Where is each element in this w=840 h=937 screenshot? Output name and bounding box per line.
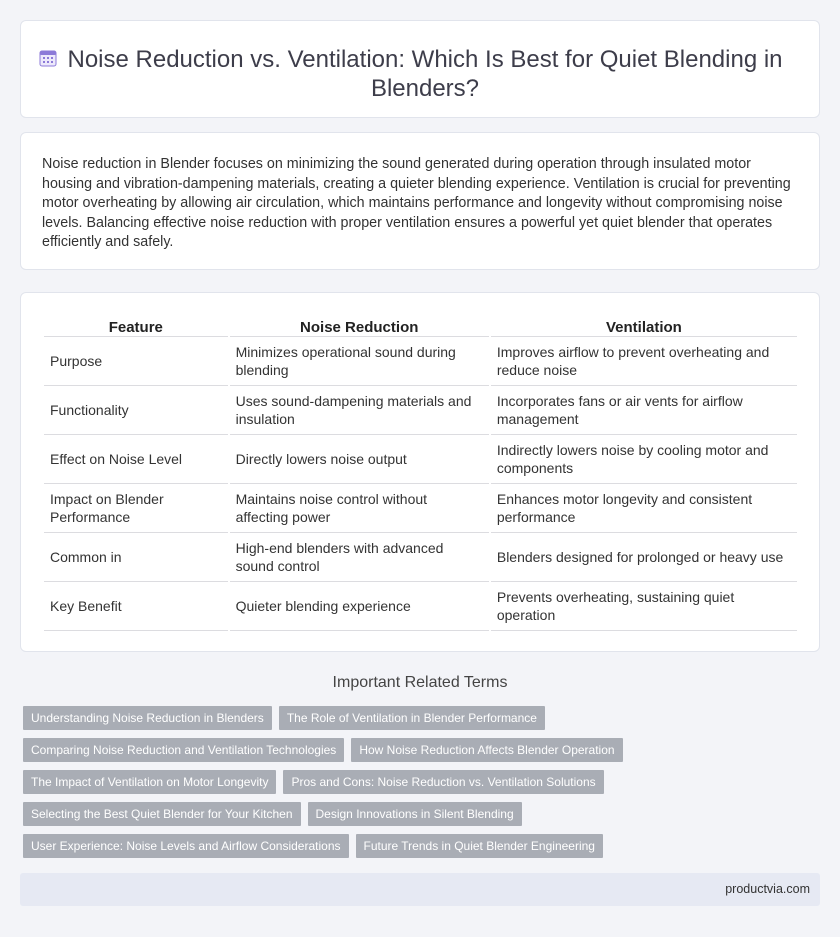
related-term-tag[interactable]: Pros and Cons: Noise Reduction vs. Ventilation Solutions bbox=[283, 770, 603, 794]
table-cell: Improves airflow to prevent overheating and reduce noise bbox=[491, 337, 797, 386]
related-terms-heading: Important Related Terms bbox=[332, 674, 508, 691]
column-header-ventilation: Ventilation bbox=[491, 315, 797, 337]
intro-card bbox=[20, 132, 820, 270]
table-cell: Blenders designed for prolonged or heavy use bbox=[491, 533, 797, 582]
table-row bbox=[44, 582, 797, 631]
related-term-tag[interactable]: Selecting the Best Quiet Blender for Your Kitchen bbox=[23, 802, 301, 826]
related-term-tag[interactable]: The Role of Ventilation in Blender Performance bbox=[279, 706, 545, 730]
related-terms-list bbox=[23, 706, 813, 866]
table-cell: Uses sound-dampening materials and insulation bbox=[230, 386, 489, 435]
tag-row bbox=[23, 802, 813, 826]
tag-row bbox=[23, 834, 813, 858]
table-cell: Minimizes operational sound during blending bbox=[230, 337, 489, 386]
intro-paragraph: Noise reduction in Blender focuses on minimizing the sound generated during operation through insulated motor housing and vibration-dampening materials, creating a quieter blending experience. Ventilation is crucial for preventing motor overheating by allowing air circulation, which maintains performance and longevity without compromising noise levels. Balancing effective noise reduction with proper ventilation ensures a powerful yet quiet blender that operates efficiently and safely. bbox=[42, 156, 791, 251]
comparison-table-card bbox=[20, 292, 820, 652]
table-cell: Enhances motor longevity and consistent performance bbox=[491, 484, 797, 533]
table-row bbox=[44, 435, 797, 484]
table-cell: Functionality bbox=[44, 386, 228, 435]
table-row bbox=[44, 533, 797, 582]
related-term-tag[interactable]: Understanding Noise Reduction in Blenders bbox=[23, 706, 272, 730]
footer-site-link[interactable]: productvia.com bbox=[725, 882, 810, 896]
table-cell: Directly lowers noise output bbox=[230, 435, 489, 484]
table-cell: Impact on Blender Performance bbox=[44, 484, 228, 533]
table-cell: Purpose bbox=[44, 337, 228, 386]
tag-row bbox=[23, 706, 813, 730]
title-card bbox=[20, 20, 820, 118]
table-cell: Effect on Noise Level bbox=[44, 435, 228, 484]
tag-row bbox=[23, 770, 813, 794]
footer bbox=[20, 873, 820, 906]
related-term-tag[interactable]: User Experience: Noise Levels and Airflow Considerations bbox=[23, 834, 349, 858]
table-cell: Common in bbox=[44, 533, 228, 582]
table-cell: Prevents overheating, sustaining quiet operation bbox=[491, 582, 797, 631]
table-cell: Indirectly lowers noise by cooling motor and components bbox=[491, 435, 797, 484]
related-term-tag[interactable]: How Noise Reduction Affects Blender Operation bbox=[351, 738, 622, 762]
table-cell: Incorporates fans or air vents for airflow management bbox=[491, 386, 797, 435]
related-term-tag[interactable]: Future Trends in Quiet Blender Engineering bbox=[356, 834, 603, 858]
column-header-noise-reduction: Noise Reduction bbox=[230, 315, 489, 337]
related-term-tag[interactable]: The Impact of Ventilation on Motor Longevity bbox=[23, 770, 276, 794]
table-row bbox=[44, 386, 797, 435]
table-row bbox=[44, 484, 797, 533]
table-cell: Quieter blending experience bbox=[230, 582, 489, 631]
tag-row bbox=[23, 738, 813, 762]
table-cell: High-end blenders with advanced sound control bbox=[230, 533, 489, 582]
related-term-tag[interactable]: Comparing Noise Reduction and Ventilation Technologies bbox=[23, 738, 344, 762]
comparison-table bbox=[42, 315, 799, 631]
table-header-row bbox=[44, 315, 797, 337]
table-cell: Key Benefit bbox=[44, 582, 228, 631]
table-row bbox=[44, 337, 797, 386]
title-wrap bbox=[51, 45, 799, 103]
related-term-tag[interactable]: Design Innovations in Silent Blending bbox=[308, 802, 522, 826]
page-title: Noise Reduction vs. Ventilation: Which Is Best for Quiet Blending in Blenders? bbox=[67, 46, 783, 102]
table-cell: Maintains noise control without affecting power bbox=[230, 484, 489, 533]
column-header-feature: Feature bbox=[44, 315, 228, 337]
